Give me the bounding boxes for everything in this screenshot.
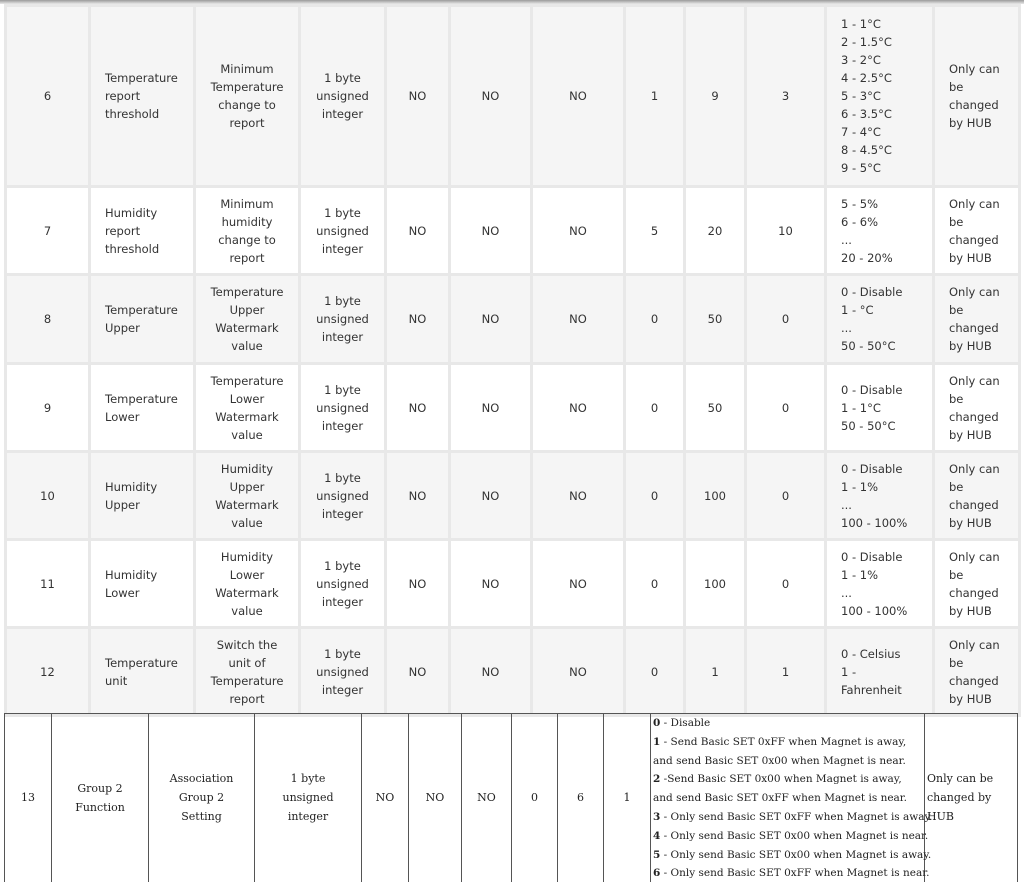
parameter-note: Only can be changed by HUB (934, 6, 1020, 187)
parameter-description (651, 714, 933, 884)
parameter-note: Only can be changed by HUB (934, 187, 1020, 275)
parameter-number: 6 (6, 6, 90, 187)
option-text: - Disable (660, 717, 711, 729)
parameter-table (4, 4, 1021, 717)
parameter-flag-1: NO (386, 452, 450, 540)
parameter-default: 3 (746, 6, 826, 187)
parameter-max: 1 (685, 628, 746, 716)
parameter-name: Temperature unit (90, 628, 195, 716)
parameter-name: Humidity report threshold (90, 187, 195, 275)
parameter-description: 0 - Disable 1 - 1% ... 100 - 100% (826, 452, 934, 540)
parameter-number: 13 (5, 714, 52, 884)
parameter-size: 1 byte unsigned integer (300, 540, 386, 628)
parameter-function: Minimum Temperature change to report (195, 6, 300, 187)
option-line (653, 789, 924, 808)
option-line (653, 846, 932, 865)
table-row (6, 628, 1020, 716)
parameter-flag-3: NO (532, 628, 625, 716)
parameter-flag-3: NO (532, 364, 625, 452)
parameter-function: Temperature Upper Watermark value (195, 275, 300, 364)
parameter-size: 1 byte unsigned integer (300, 6, 386, 187)
table-row (5, 714, 1018, 884)
parameter-number: 12 (6, 628, 90, 716)
parameter-description: 0 - Celsius 1 - Fahrenheit (826, 628, 934, 716)
parameter-max: 6 (558, 714, 604, 884)
parameter-function: Humidity Upper Watermark value (195, 452, 300, 540)
parameter-default: 0 (746, 275, 826, 364)
parameter-default: 10 (746, 187, 826, 275)
parameter-name: Group 2 Function (52, 714, 149, 884)
parameter-min: 0 (625, 275, 685, 364)
parameter-min: 0 (625, 540, 685, 628)
parameter-note: Only can be changed by HUB (934, 452, 1020, 540)
option-text: -Send Basic SET 0x00 when Magnet is away, (660, 773, 902, 786)
parameter-size: 1 byte unsigned integer (300, 364, 386, 452)
parameter-note: Only can be changed by HUB (925, 714, 1018, 884)
option-text: and send Basic SET 0x00 when Magnet is near. (653, 754, 906, 767)
parameter-function: Humidity Lower Watermark value (195, 540, 300, 628)
table-row (6, 187, 1020, 275)
parameter-name: Humidity Upper (90, 452, 195, 540)
parameter-max: 9 (685, 6, 746, 187)
parameter-size: 1 byte unsigned integer (300, 452, 386, 540)
parameter-description: 0 - Disable 1 - 1°C 50 - 50°C (826, 364, 934, 452)
option-text: and send Basic SET 0xFF when Magnet is near. (653, 792, 908, 805)
parameter-name: Temperature Upper (90, 275, 195, 364)
parameter-flag-1: NO (386, 540, 450, 628)
option-text: - Only send Basic SET 0xFF when Magnet is away. (660, 810, 933, 823)
parameter-function: Minimum humidity change to report (195, 187, 300, 275)
option-key: 0 (653, 717, 661, 729)
parameter-min: 1 (625, 6, 685, 187)
option-text: - Only send Basic SET 0x00 when Magnet is away. (660, 848, 932, 861)
parameter-min: 0 (625, 364, 685, 452)
parameter-default: 1 (746, 628, 826, 716)
parameter-min: 0 (625, 452, 685, 540)
parameter-flag-2: NO (450, 187, 532, 275)
option-text: - Only send Basic SET 0x00 when Magnet is near. (660, 829, 929, 842)
parameter-flag-2: NO (409, 714, 462, 884)
option-key: 3 (653, 810, 661, 823)
parameter-note: Only can be changed by HUB (934, 364, 1020, 452)
parameter-size: 1 byte unsigned integer (300, 275, 386, 364)
association-group-table (4, 713, 1018, 884)
parameter-description: 5 - 5% 6 - 6% ... 20 - 20% (826, 187, 934, 275)
parameter-function: Switch the unit of Temperature report (195, 628, 300, 716)
option-line (653, 827, 929, 846)
parameter-flag-1: NO (386, 364, 450, 452)
parameter-max: 50 (685, 275, 746, 364)
parameter-flag-3: NO (462, 714, 512, 884)
parameter-note: Only can be changed by HUB (934, 540, 1020, 628)
option-line (653, 714, 924, 733)
option-text: - Only send Basic SET 0xFF when Magnet is near. (660, 867, 930, 880)
parameter-max: 50 (685, 364, 746, 452)
option-key: 6 (653, 867, 661, 880)
parameter-name: Temperature Lower (90, 364, 195, 452)
parameter-flag-1: NO (386, 6, 450, 187)
table-row (6, 275, 1020, 364)
parameter-note: Only can be changed by HUB (934, 275, 1020, 364)
option-key: 2 (653, 773, 661, 786)
parameter-note: Only can be changed by HUB (934, 628, 1020, 716)
parameter-flag-2: NO (450, 540, 532, 628)
parameter-size: 1 byte unsigned integer (300, 628, 386, 716)
parameter-description: 1 - 1°C 2 - 1.5°C 3 - 2°C 4 - 2.5°C 5 - 3°C 6 - 3.5°C 7 - 4°C 8 - 4.5°C 9 - 5°C (826, 6, 934, 187)
parameter-size: 1 byte unsigned integer (255, 714, 362, 884)
parameter-function: Association Group 2 Setting (149, 714, 255, 884)
parameter-min: 0 (625, 628, 685, 716)
bottom-edge (0, 882, 1024, 890)
parameter-flag-1: NO (386, 187, 450, 275)
parameter-default: 0 (746, 364, 826, 452)
parameter-number: 8 (6, 275, 90, 364)
parameter-name: Humidity Lower (90, 540, 195, 628)
option-key: 4 (653, 829, 661, 842)
parameter-number: 10 (6, 452, 90, 540)
parameter-flag-2: NO (450, 452, 532, 540)
parameter-flag-1: NO (386, 275, 450, 364)
parameter-flag-3: NO (532, 275, 625, 364)
table-row (6, 452, 1020, 540)
parameter-min: 0 (512, 714, 558, 884)
option-line (653, 770, 924, 789)
parameter-number: 9 (6, 364, 90, 452)
parameter-max: 100 (685, 452, 746, 540)
parameter-max: 100 (685, 540, 746, 628)
parameter-flag-2: NO (450, 6, 532, 187)
parameter-flag-2: NO (450, 628, 532, 716)
option-text: - Send Basic SET 0xFF when Magnet is away, (660, 735, 907, 748)
option-line (653, 733, 924, 752)
option-key: 1 (653, 735, 661, 748)
table-row (6, 6, 1020, 187)
parameter-name: Temperature report threshold (90, 6, 195, 187)
parameter-flag-2: NO (450, 275, 532, 364)
parameter-max: 20 (685, 187, 746, 275)
option-line (653, 808, 933, 827)
parameter-flag-3: NO (532, 540, 625, 628)
parameter-flag-3: NO (532, 452, 625, 540)
parameter-function: Temperature Lower Watermark value (195, 364, 300, 452)
parameter-number: 7 (6, 187, 90, 275)
parameter-default: 0 (746, 540, 826, 628)
parameter-flag-2: NO (450, 364, 532, 452)
parameter-flag-3: NO (532, 6, 625, 187)
parameter-description: 0 - Disable 1 - °C ... 50 - 50°C (826, 275, 934, 364)
table-row (6, 364, 1020, 452)
option-key: 5 (653, 848, 661, 861)
parameter-table-body (6, 6, 1020, 716)
parameter-flag-1: NO (386, 628, 450, 716)
parameter-default: 0 (746, 452, 826, 540)
parameter-size: 1 byte unsigned integer (300, 187, 386, 275)
parameter-flag-1: NO (362, 714, 409, 884)
parameter-default: 1 (604, 714, 651, 884)
parameter-min: 5 (625, 187, 685, 275)
parameter-flag-3: NO (532, 187, 625, 275)
parameter-number: 11 (6, 540, 90, 628)
table-row (6, 540, 1020, 628)
option-line (653, 864, 930, 883)
option-line (653, 752, 924, 771)
parameter-description: 0 - Disable 1 - 1% ... 100 - 100% (826, 540, 934, 628)
